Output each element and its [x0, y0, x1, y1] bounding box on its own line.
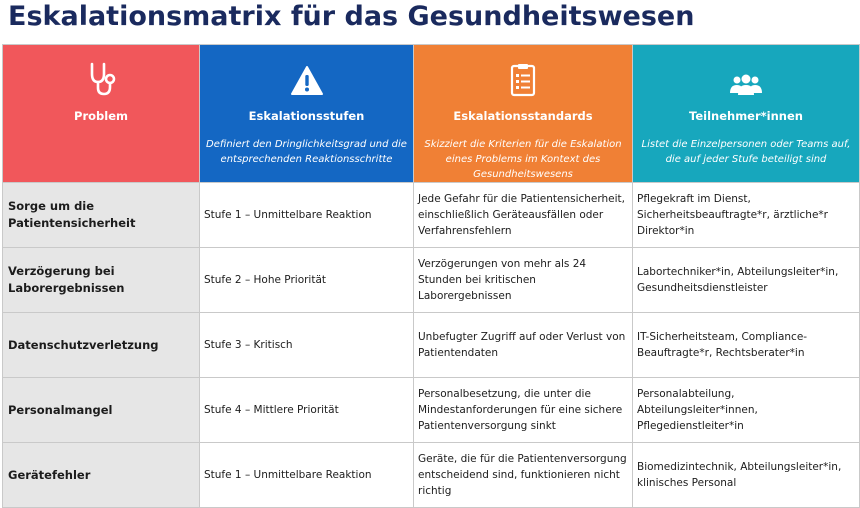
- warning-icon: [206, 45, 407, 97]
- header-stufen: [200, 45, 414, 183]
- header-teilnehmer: [633, 45, 860, 183]
- standard-cell: Personalbesetzung, die unter die Mindestanforderungen für eine sichere Patientenversorgung sinkt: [414, 378, 633, 443]
- header-row: [3, 45, 860, 183]
- header-standards-label: Eskalationsstandards: [453, 109, 593, 123]
- table-row: [3, 313, 860, 378]
- table-row: [3, 183, 860, 248]
- teilnehmer-cell: Biomedizintechnik, Abteilungsleiter*in, klinisches Personal: [633, 443, 860, 508]
- standard-cell: Verzögerungen von mehr als 24 Stunden bei kritischen Laborergebnissen: [414, 248, 633, 313]
- teilnehmer-cell: Pflegekraft im Dienst, Sicherheitsbeauftragte*r, ärztliche*r Direktor*in: [633, 183, 860, 248]
- stethoscope-icon: [9, 45, 193, 97]
- team-icon: [639, 45, 853, 97]
- escalation-matrix: [2, 44, 860, 508]
- header-standards: [414, 45, 633, 183]
- stufe-cell: Stufe 4 – Mittlere Priorität: [200, 378, 414, 443]
- header-problem: [3, 45, 200, 183]
- standard-cell: Jede Gefahr für die Patientensicherheit, einschließlich Geräteausfällen oder Verfahrensfehlern: [414, 183, 633, 248]
- teilnehmer-cell: IT-Sicherheitsteam, Compliance-Beauftragte*r, Rechtsberater*in: [633, 313, 860, 378]
- checklist-icon: [420, 45, 626, 97]
- header-stufen-label: Eskalationsstufen: [248, 109, 365, 123]
- stufe-cell: Stufe 1 – Unmittelbare Reaktion: [200, 443, 414, 508]
- stufe-cell: Stufe 2 – Hohe Priorität: [200, 248, 414, 313]
- teilnehmer-cell: Personalabteilung, Abteilungsleiter*innen, Pflegedienstleiter*in: [633, 378, 860, 443]
- standard-cell: Geräte, die für die Patientenversorgung entscheidend sind, funktionieren nicht richtig: [414, 443, 633, 508]
- table-row: [3, 443, 860, 508]
- problem-cell: Verzögerung bei Laborergebnissen: [3, 248, 200, 313]
- problem-cell: Personalmangel: [3, 378, 200, 443]
- header-stufen-description: Definiert den Dringlichkeitsgrad und die entsprechenden Reaktionsschritte: [206, 139, 407, 165]
- page-title: Eskalationsmatrix für das Gesundheitswesen: [8, 1, 695, 32]
- problem-cell: Sorge um die Patientensicherheit: [3, 183, 200, 248]
- standard-cell: Unbefugter Zugriff auf oder Verlust von Patientendaten: [414, 313, 633, 378]
- teilnehmer-cell: Labortechniker*in, Abteilungsleiter*in, Gesundheitsdienstleister: [633, 248, 860, 313]
- problem-cell: Gerätefehler: [3, 443, 200, 508]
- stufe-cell: Stufe 3 – Kritisch: [200, 313, 414, 378]
- table-row: [3, 248, 860, 313]
- table-row: [3, 378, 860, 443]
- header-teilnehmer-description: Listet die Einzelpersonen oder Teams auf, die auf jeder Stufe beteiligt sind: [641, 139, 851, 165]
- header-standards-description: Skizziert die Kriterien für die Eskalation eines Problems im Kontext des Gesundheitswesens: [424, 139, 622, 180]
- header-problem-label: Problem: [74, 109, 128, 123]
- problem-cell: Datenschutzverletzung: [3, 313, 200, 378]
- stufe-cell: Stufe 1 – Unmittelbare Reaktion: [200, 183, 414, 248]
- header-teilnehmer-label: Teilnehmer*innen: [689, 109, 803, 123]
